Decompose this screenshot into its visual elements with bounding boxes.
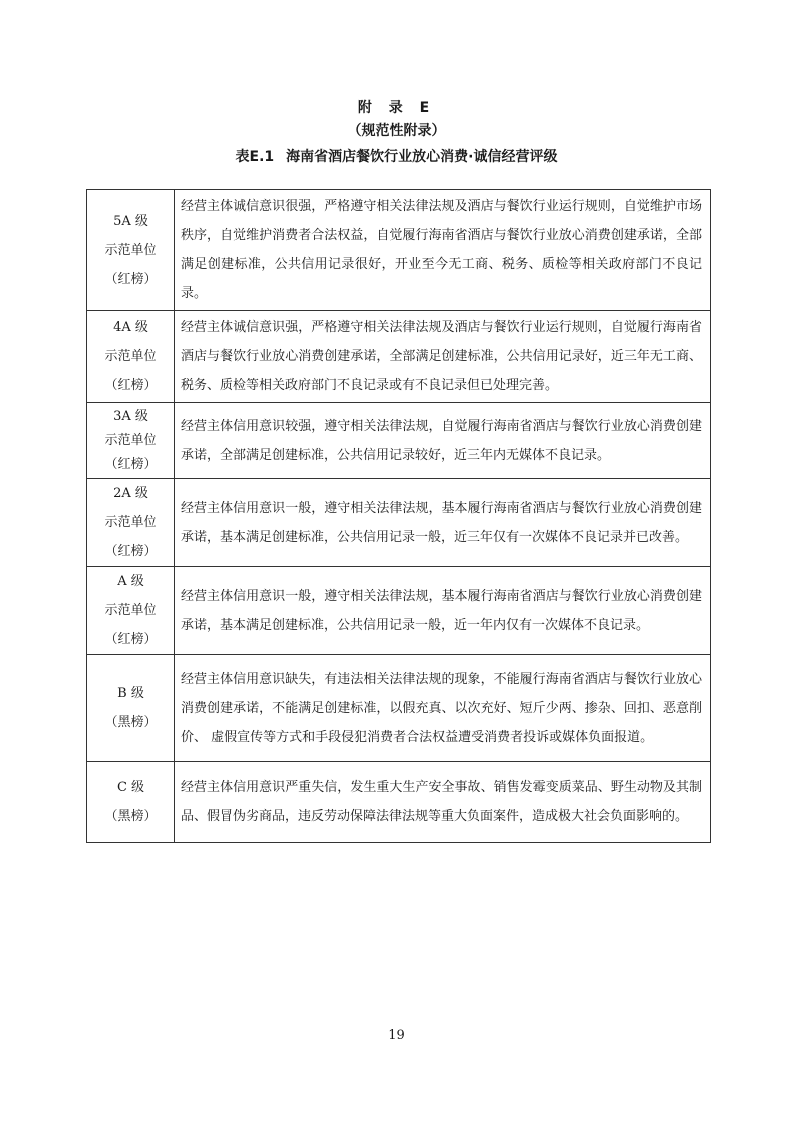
grade-cell [87,479,175,567]
grade-level: 3A 级 [113,408,148,424]
description-cell: 经营主体信用意识严重失信，发生重大生产安全事故、销售发霉变质菜品、野生动物及其制品、假冒伪劣商品，违反劳动保障法律法规等重大负面案件，造成极大社会负面影响的。 [175,762,711,843]
grade-level: B 级 [117,686,144,701]
grade-level: C 级 [116,780,145,795]
grade-unit: 示范单位 [104,432,157,448]
grade-list: （红榜） [104,544,157,559]
description-cell: 经营主体诚信意识很强，严格遵守相关法律法规及酒店与餐饮行业运行规则，自觉维护市场秩序，自觉维护消费者合法权益，自觉履行海南省酒店与餐饮行业放心消费创建承诺，全部满足创建标准，公共信用记录很好，开业至今无工商、税务、质检等相关政府部门不良记录。 [175,190,711,311]
description-cell: 经营主体信用意识缺失，有违法相关法律法规的现象，不能履行海南省酒店与餐饮行业放心消费创建承诺，不能满足创建标准，以假充真、以次充好、短斤少两、掺杂、回扣、恶意削价、 虚假宣传等方式和手段侵犯消费者合法权益遭受消费者投诉或媒体负面报道。 [175,655,711,762]
grade-cell [87,762,175,843]
table-row [87,567,711,655]
table-caption [0,146,793,166]
description-cell: 经营主体诚信意识强，严格遵守相关法律法规及酒店与餐饮行业运行规则，自觉履行海南省酒店与餐饮行业放心消费创建承诺，全部满足创建标准，公共信用记录好，近三年无工商、税务、质检等相关政府部门不良记录或有不良记录但已处理完善。 [175,311,711,403]
table-row [87,190,711,311]
appendix-label: 附 录 E [357,100,436,116]
grade-cell [87,190,175,311]
grade-level: 2A 级 [113,486,148,501]
page-number: 19 [388,1028,405,1043]
grade-list: （红榜） [104,378,157,393]
grade-list: （红榜） [104,271,157,287]
table-number: 表E.1 [235,149,275,165]
grade-cell [87,567,175,655]
grade-cell [87,655,175,762]
table-row [87,311,711,403]
grade-cell [87,403,175,479]
grade-list: （红榜） [104,456,157,472]
grade-list: （红榜） [104,632,157,647]
grade-unit: 示范单位 [104,515,157,530]
grade-level: A 级 [117,574,144,589]
grade-unit: 示范单位 [104,242,157,258]
grade-unit: 示范单位 [104,603,157,618]
description-cell: 经营主体信用意识一般，遵守相关法律法规，基本履行海南省酒店与餐饮行业放心消费创建承诺，基本满足创建标准，公共信用记录一般，近一年内仅有一次媒体不良记录。 [175,567,711,655]
table-row [87,403,711,479]
description-cell: 经营主体信用意识较强，遵守相关法律法规，自觉履行海南省酒店与餐饮行业放心消费创建承诺，全部满足创建标准，公共信用记录较好，近三年内无媒体不良记录。 [175,403,711,479]
grade-list: （黑榜） [104,809,157,824]
grade-list: （黑榜） [104,715,157,730]
rating-table [86,189,711,843]
grade-level: 4A 级 [113,320,148,335]
grade-unit: 示范单位 [104,349,157,364]
table-row [87,762,711,843]
description-cell: 经营主体信用意识一般，遵守相关法律法规，基本履行海南省酒店与餐饮行业放心消费创建承诺，基本满足创建标准，公共信用记录一般，近三年仅有一次媒体不良记录并已改善。 [175,479,711,567]
table-row [87,479,711,567]
grade-level: 5A 级 [113,213,148,229]
table-title: 海南省酒店餐饮行业放心消费·诚信经营评级 [286,149,558,165]
grade-cell [87,311,175,403]
appendix-note: （规范性附录） [347,123,446,139]
table-row [87,655,711,762]
